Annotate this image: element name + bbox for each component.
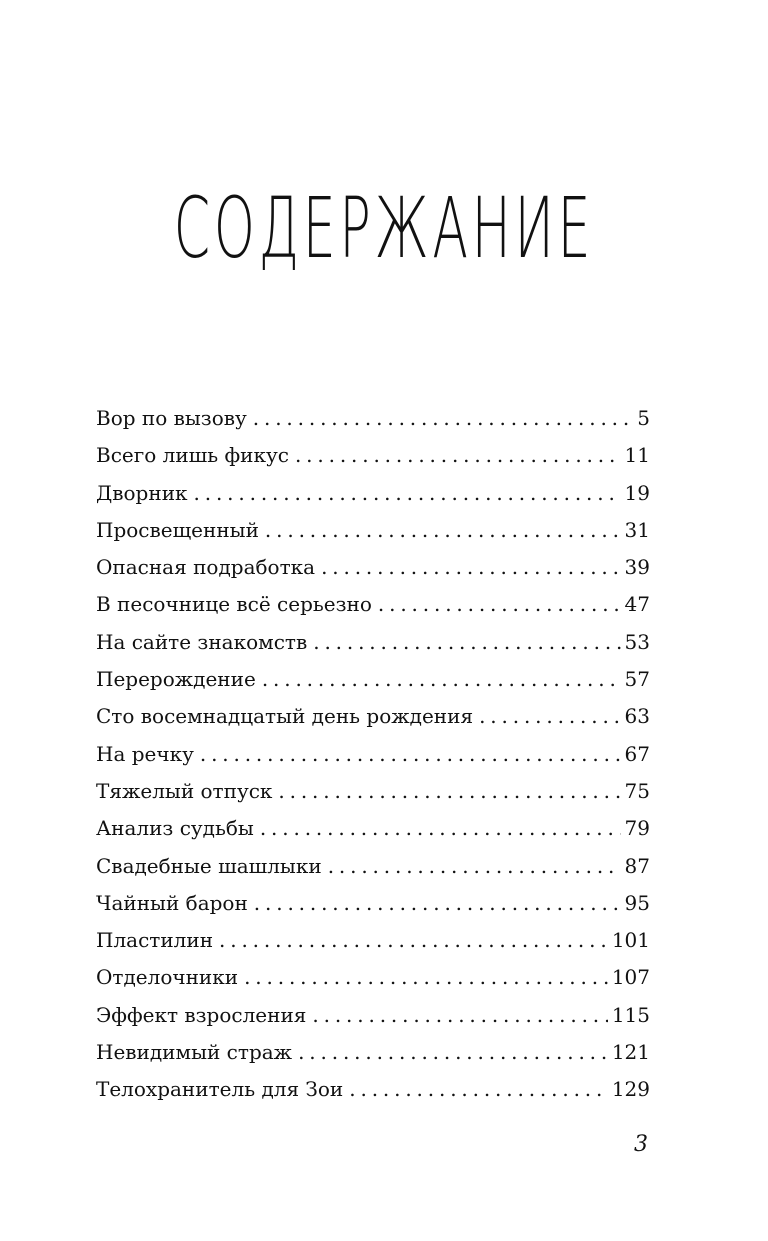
- toc-entry: [96, 624, 650, 661]
- toc-dot-leader: [194, 475, 621, 512]
- toc-dot-leader: [200, 736, 621, 773]
- toc-dot-leader: [253, 400, 633, 437]
- toc-dot-leader: [349, 1071, 608, 1108]
- toc-entry-title: Невидимый страж: [96, 1040, 293, 1065]
- toc-entry-title: Телохранитель для Зои: [96, 1077, 344, 1102]
- toc-entry: [96, 848, 650, 885]
- toc-entry-page: 101: [611, 928, 650, 953]
- toc-entry-title: На речку: [96, 741, 194, 766]
- toc-entry-page: 39: [624, 555, 650, 580]
- toc-entry-title: Анализ судьбы: [96, 816, 254, 841]
- toc-entry-page: 63: [624, 704, 650, 729]
- toc-entry-page: 5: [637, 406, 650, 430]
- page-number: 3: [634, 1132, 648, 1157]
- toc-dot-leader: [254, 885, 621, 922]
- toc-dot-leader: [321, 549, 620, 586]
- toc-dot-leader: [313, 624, 620, 661]
- toc-entry-title: В песочнице всё серьезно: [96, 592, 372, 617]
- toc-entry: [96, 736, 650, 773]
- toc-entry-title: Опасная подработка: [96, 555, 316, 580]
- toc-dot-leader: [295, 437, 621, 474]
- toc-dot-leader: [328, 848, 621, 885]
- toc-entry-page: 115: [611, 1002, 650, 1027]
- toc-entry: [96, 885, 650, 922]
- toc-dot-leader: [219, 922, 608, 959]
- toc-entry-page: 57: [624, 667, 650, 692]
- toc-entry-page: 129: [611, 1077, 650, 1102]
- toc-dot-leader: [479, 698, 620, 735]
- toc-entry-page: 19: [624, 480, 650, 505]
- toc-entry-title: Эффект взросления: [96, 1002, 307, 1027]
- toc-entry-page: 87: [624, 853, 650, 878]
- toc-entry: [96, 922, 650, 959]
- toc-entry: [96, 586, 650, 623]
- toc-entry-title: Всего лишь фикус: [96, 443, 289, 468]
- toc-entry: [96, 959, 650, 996]
- toc-entry-page: 79: [624, 816, 650, 841]
- toc-dot-leader: [265, 512, 621, 549]
- toc-entry-title: Дворник: [96, 480, 188, 505]
- toc-dot-leader: [262, 661, 621, 698]
- toc-entry: [96, 1034, 650, 1071]
- toc-entry-title: Сто восемнадцатый день рождения: [96, 704, 474, 729]
- toc-entry-page: 107: [611, 965, 650, 990]
- toc-entry-page: 75: [624, 778, 650, 803]
- toc-entry-page: 121: [611, 1040, 650, 1065]
- toc-entry-page: 47: [624, 592, 650, 617]
- toc-entry: [96, 773, 650, 810]
- page-title: СОДЕРЖАНИЕ: [173, 179, 595, 277]
- table-of-contents: [96, 400, 650, 1109]
- toc-entry: [96, 698, 650, 735]
- toc-entry: [96, 512, 650, 549]
- toc-entry-title: Вор по вызову: [96, 406, 247, 430]
- toc-entry-page: 31: [624, 517, 650, 542]
- toc-entry: [96, 997, 650, 1034]
- toc-entry: [96, 437, 650, 474]
- toc-entry: [96, 810, 650, 847]
- toc-entry-page: 53: [624, 629, 650, 654]
- toc-dot-leader: [378, 586, 621, 623]
- toc-entry-title: Тяжелый отпуск: [96, 778, 273, 803]
- toc-entry-page: 95: [624, 890, 650, 915]
- toc-dot-leader: [298, 1034, 608, 1071]
- toc-dot-leader: [312, 997, 607, 1034]
- toc-dot-leader: [244, 959, 608, 996]
- toc-entry-page: 67: [624, 741, 650, 766]
- toc-entry: [96, 549, 650, 586]
- toc-entry-title: Свадебные шашлыки: [96, 853, 322, 878]
- toc-entry: [96, 1071, 650, 1108]
- toc-dot-leader: [260, 810, 621, 847]
- toc-entry-title: Перерождение: [96, 667, 256, 692]
- toc-entry-page: 11: [624, 443, 650, 468]
- toc-entry-title: Чайный барон: [96, 890, 248, 915]
- toc-entry-title: Просвещенный: [96, 517, 259, 542]
- toc-entry-title: На сайте знакомств: [96, 629, 308, 654]
- toc-entry: [96, 661, 650, 698]
- toc-entry-title: Пластилин: [96, 928, 214, 953]
- toc-dot-leader: [278, 773, 620, 810]
- toc-entry: [96, 400, 650, 437]
- toc-entry-title: Отделочники: [96, 965, 239, 990]
- toc-entry: [96, 475, 650, 512]
